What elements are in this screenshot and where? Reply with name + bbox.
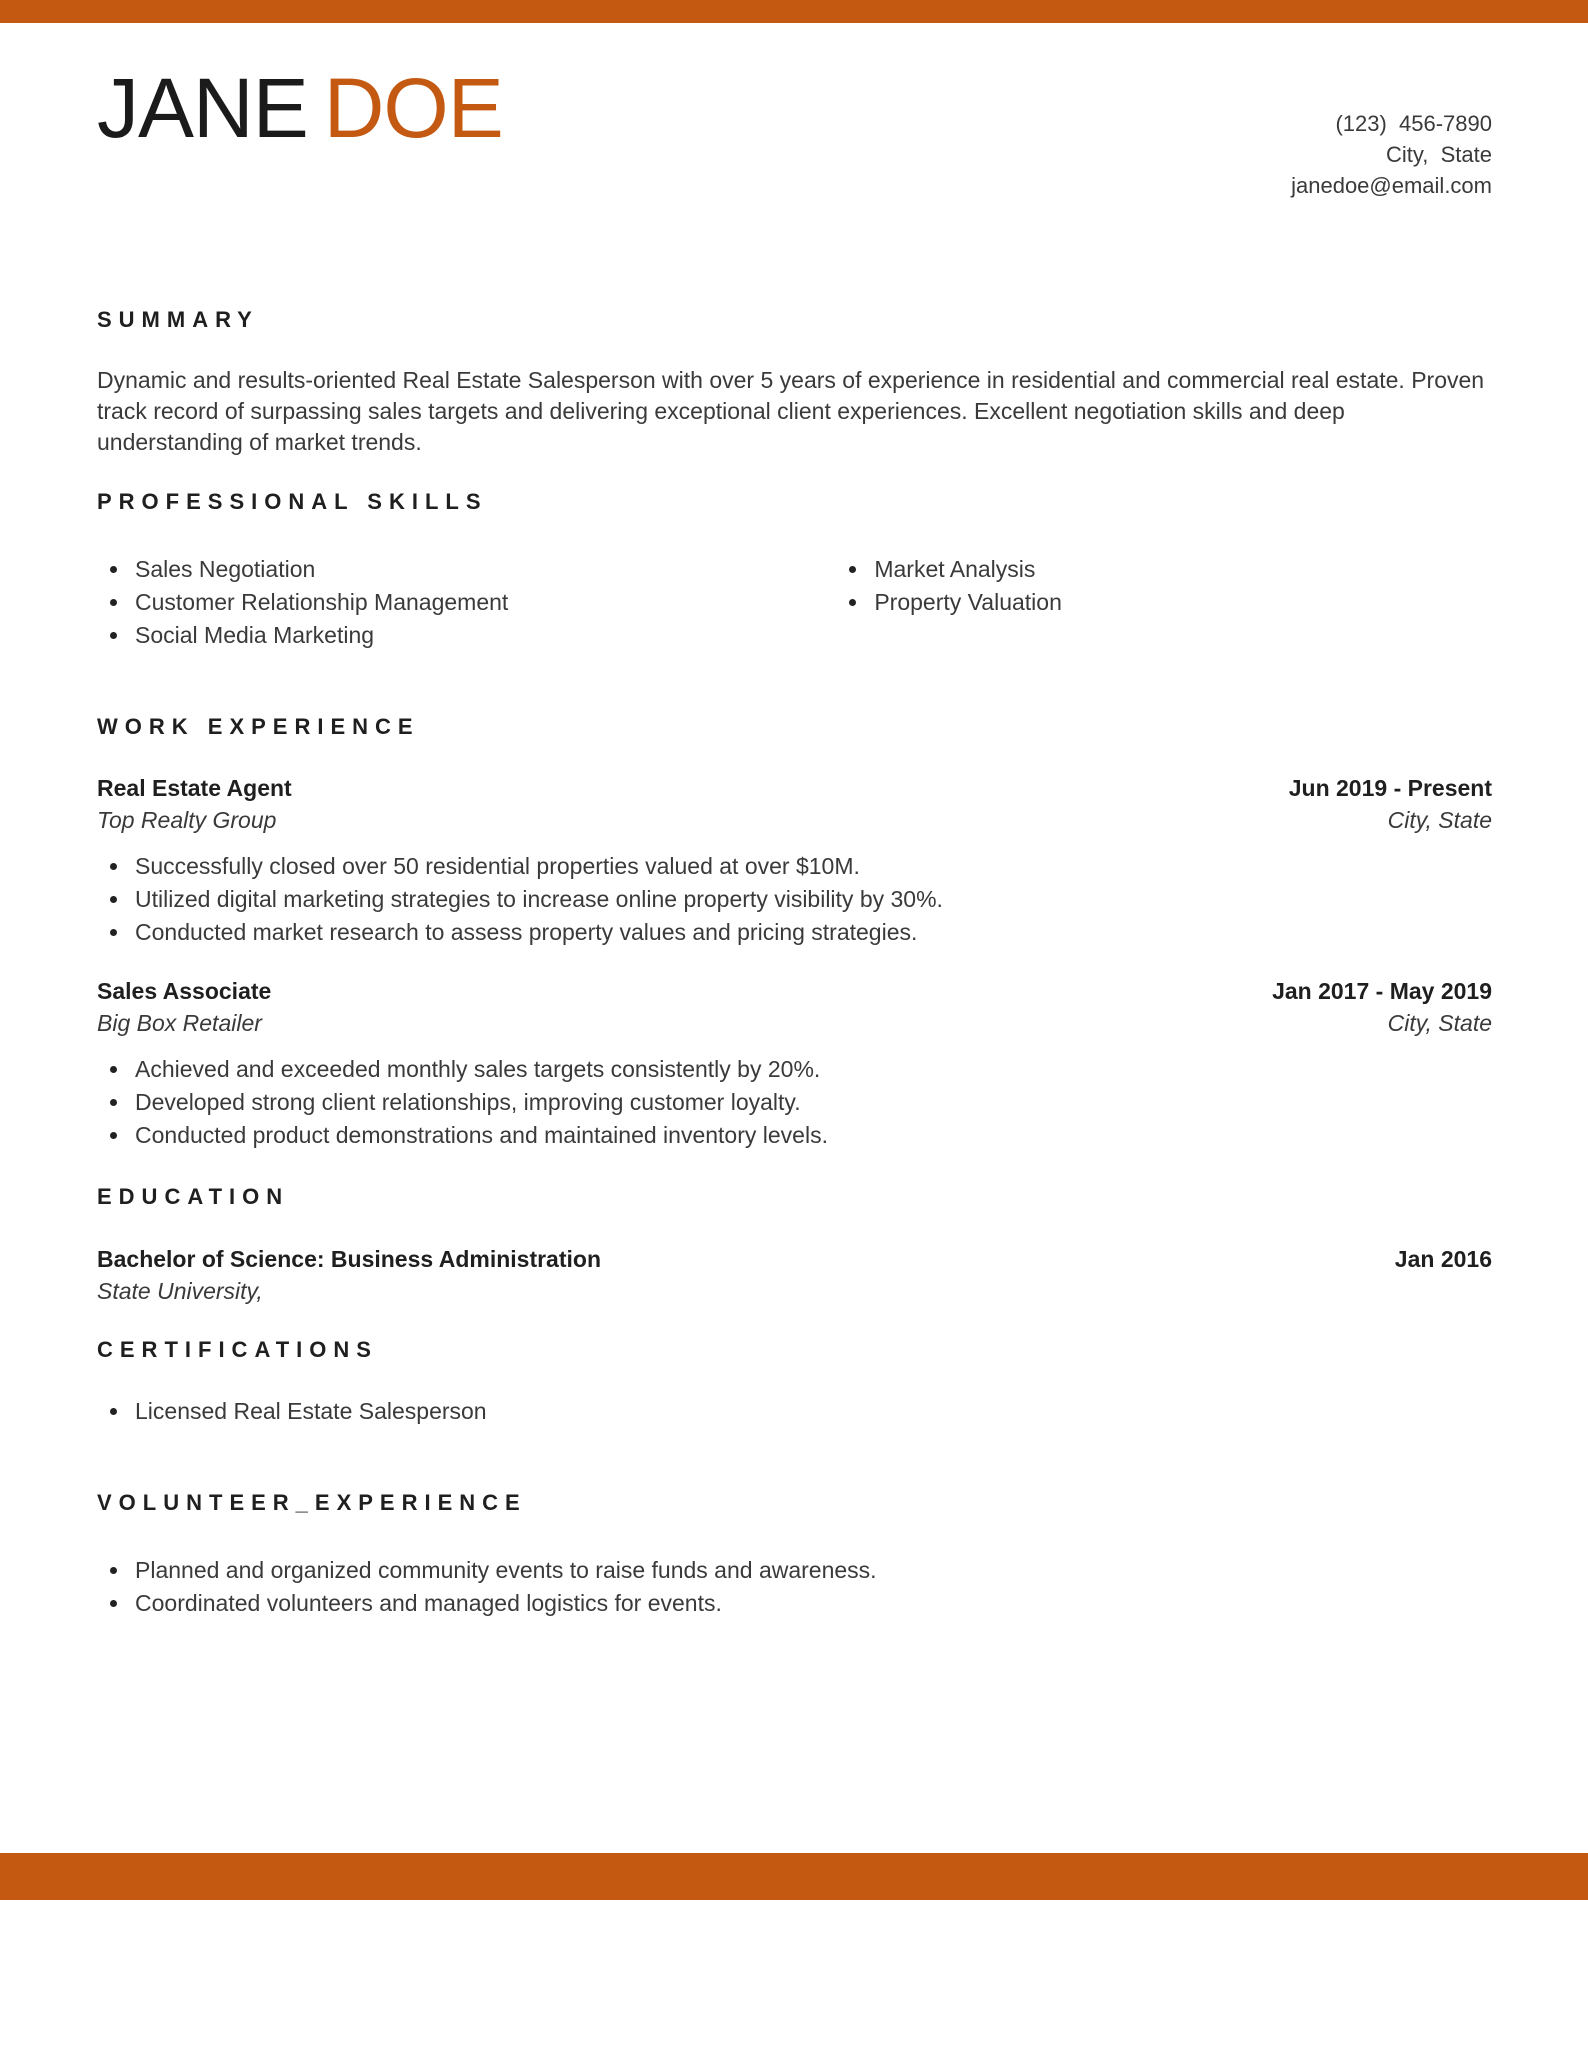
top-accent-bar xyxy=(0,0,1588,23)
skills-columns xyxy=(97,553,1492,652)
certifications-heading: CERTIFICATIONS xyxy=(97,1337,378,1362)
resume-content xyxy=(0,61,1588,1620)
education-heading: EDUCATION xyxy=(97,1184,290,1209)
job-company: Big Box Retailer xyxy=(97,1010,262,1036)
job-entry xyxy=(97,772,1492,949)
skills-column-2 xyxy=(836,553,1492,652)
job-dates: Jan 2017 - May 2019 xyxy=(1272,978,1492,1004)
skills-column-1 xyxy=(97,553,836,652)
bullet-item: Market Analysis xyxy=(836,553,1492,586)
job-location: City, State xyxy=(1387,1010,1492,1036)
bullet-item: Achieved and exceeded monthly sales targets consistently by 20%. xyxy=(97,1053,1492,1086)
job-subheader xyxy=(97,805,1492,836)
job-title: Real Estate Agent xyxy=(97,775,292,801)
job-entry xyxy=(97,975,1492,1152)
volunteer-list xyxy=(97,1554,1492,1620)
volunteer-section xyxy=(97,1490,1492,1620)
education-entry xyxy=(97,1243,1492,1307)
bullet-item: Property Valuation xyxy=(836,586,1492,619)
job-bullets xyxy=(97,1053,1492,1152)
bullet-item: Conducted product demonstrations and maintained inventory levels. xyxy=(97,1119,1492,1152)
bottom-accent-bar xyxy=(0,1853,1588,1900)
volunteer-heading: VOLUNTEER_EXPERIENCE xyxy=(97,1490,527,1515)
bullet-item: Social Media Marketing xyxy=(97,619,836,652)
education-school-row xyxy=(97,1276,1492,1307)
bullet-item: Utilized digital marketing strategies to increase online property visibility by 30%. xyxy=(97,883,1492,916)
contact-block xyxy=(1291,108,1492,201)
summary-text: Dynamic and results-oriented Real Estate Salesperson with over 5 years of experience in residential and commercial real estate. Proven track record of surpassing sales targets and delivering exceptional client experiences. Excellent negotiation skills and deep understanding of market trends. xyxy=(97,367,1485,455)
bullet-item: Customer Relationship Management xyxy=(97,586,836,619)
certifications-list xyxy=(97,1395,1492,1428)
education-degree: Bachelor of Science: Business Administration xyxy=(97,1246,601,1272)
work-experience-section xyxy=(97,714,1492,1152)
job-dates: Jun 2019 - Present xyxy=(1288,775,1492,801)
job-header xyxy=(97,772,1492,805)
header xyxy=(97,61,1492,201)
candidate-last-name: DOE xyxy=(323,61,503,155)
work-experience-heading: WORK EXPERIENCE xyxy=(97,714,420,739)
contact-location: City, State xyxy=(1386,142,1492,167)
job-title: Sales Associate xyxy=(97,978,272,1004)
bullet-item: Developed strong client relationships, improving customer loyalty. xyxy=(97,1086,1492,1119)
bullet-item: Planned and organized community events to raise funds and awareness. xyxy=(97,1554,1492,1587)
contact-email: janedoe@email.com xyxy=(1291,173,1492,198)
candidate-first-name: JANE xyxy=(97,61,308,155)
certifications-section xyxy=(97,1337,1492,1428)
job-location: City, State xyxy=(1387,807,1492,833)
summary-heading: SUMMARY xyxy=(97,307,259,332)
bullet-item: Conducted market research to assess property values and pricing strategies. xyxy=(97,916,1492,949)
job-company: Top Realty Group xyxy=(97,807,277,833)
skills-heading: PROFESSIONAL SKILLS xyxy=(97,489,488,514)
bullet-item: Successfully closed over 50 residential properties valued at over $10M. xyxy=(97,850,1492,883)
education-degree-row xyxy=(97,1243,1492,1276)
job-subheader xyxy=(97,1008,1492,1039)
job-header xyxy=(97,975,1492,1008)
bullet-item: Licensed Real Estate Salesperson xyxy=(97,1395,1492,1428)
candidate-name xyxy=(97,61,503,201)
bullet-item: Sales Negotiation xyxy=(97,553,836,586)
contact-phone: (123) 456-7890 xyxy=(1335,111,1492,136)
education-date: Jan 2016 xyxy=(1394,1246,1492,1272)
education-school: State University, xyxy=(97,1278,263,1304)
bullet-item: Coordinated volunteers and managed logistics for events. xyxy=(97,1587,1492,1620)
summary-section xyxy=(97,307,1492,458)
skills-section xyxy=(97,489,1492,652)
education-section xyxy=(97,1184,1492,1307)
job-bullets xyxy=(97,850,1492,949)
